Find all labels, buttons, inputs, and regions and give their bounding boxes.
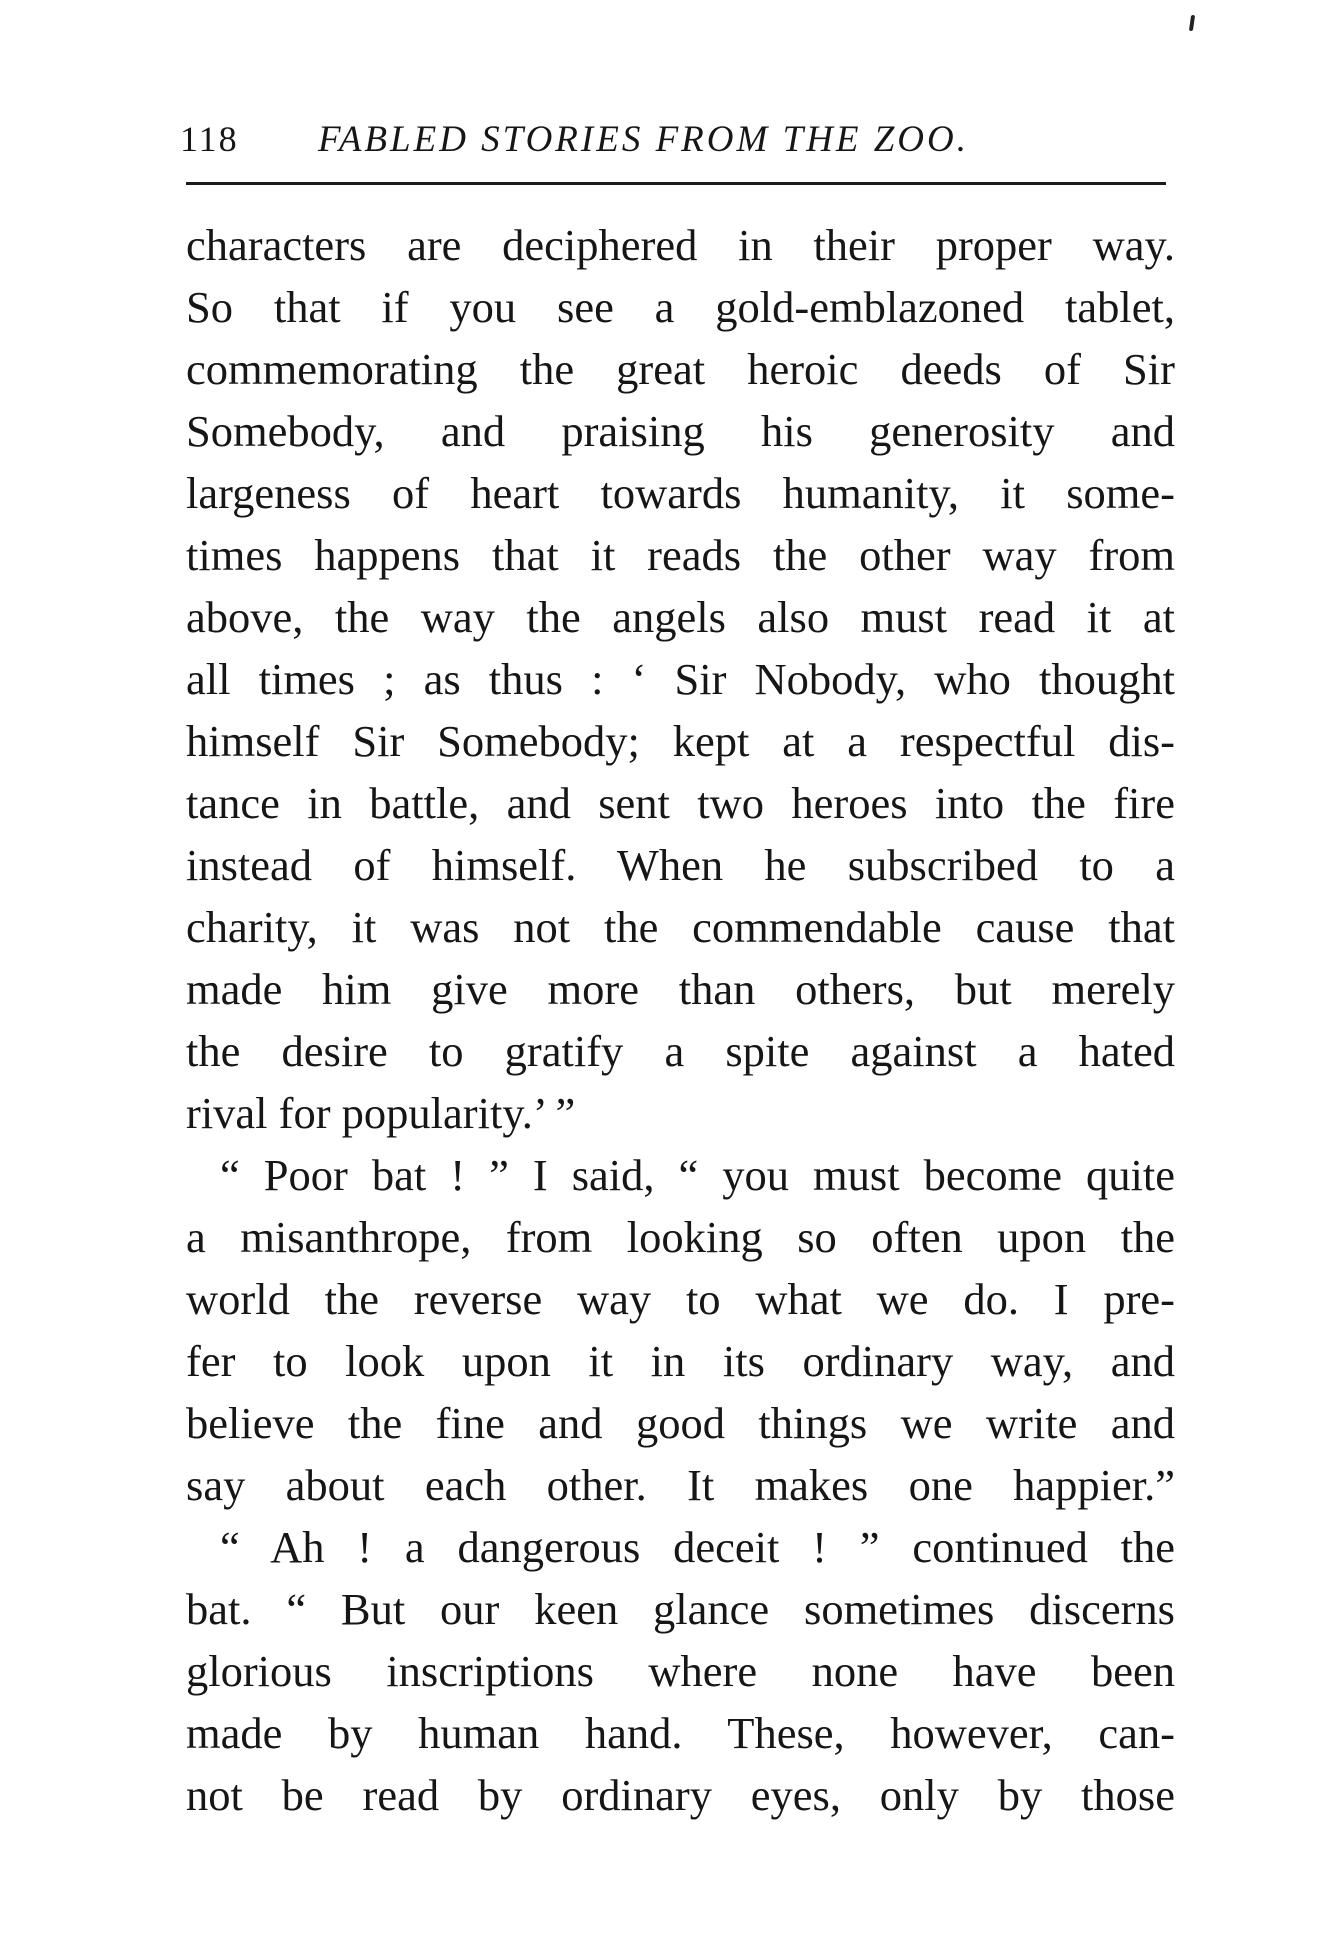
body-text	[186, 214, 1175, 1826]
text-line: “ Poor bat ! ” I said, “ you must become quite	[220, 1150, 1175, 1200]
corner-ink-mark	[1189, 15, 1195, 31]
text-line: all times ; as thus : ‘ Sir Nobody, who thought	[186, 654, 1175, 704]
text-line: say about each other. It makes one happier.”	[186, 1460, 1175, 1510]
text-line: rival for popularity.’ ”	[186, 1088, 576, 1138]
text-line: himself Sir Somebody; kept at a respectful dis-	[186, 716, 1175, 766]
text-line: tance in battle, and sent two heroes into the fire	[186, 778, 1175, 828]
text-line: world the reverse way to what we do. I pre-	[186, 1274, 1175, 1324]
text-line: “ Ah ! a dangerous deceit ! ” continued the	[220, 1522, 1175, 1572]
header-rule	[186, 182, 1166, 185]
running-title: FABLED STORIES FROM THE ZOO.	[318, 119, 969, 160]
text-line: believe the fine and good things we write and	[186, 1398, 1175, 1448]
text-line: a misanthrope, from looking so often upon the	[186, 1212, 1175, 1262]
text-line: made him give more than others, but merely	[186, 964, 1175, 1014]
running-head	[180, 108, 1165, 168]
page-number: 118	[180, 119, 239, 159]
text-line: fer to look upon it in its ordinary way, and	[186, 1336, 1175, 1386]
text-line: made by human hand. These, however, can-	[186, 1708, 1175, 1758]
text-line: times happens that it reads the other way from	[186, 530, 1175, 580]
text-line: largeness of heart towards humanity, it some-	[186, 468, 1175, 518]
text-line: above, the way the angels also must read it at	[186, 592, 1175, 642]
text-line: glorious inscriptions where none have been	[186, 1646, 1175, 1696]
text-line: not be read by ordinary eyes, only by those	[186, 1770, 1175, 1820]
text-line: instead of himself. When he subscribed to a	[186, 840, 1175, 890]
text-line: characters are deciphered in their proper way.	[186, 220, 1175, 270]
text-line: So that if you see a gold-emblazoned tablet,	[186, 282, 1175, 332]
text-line: commemorating the great heroic deeds of Sir	[186, 344, 1175, 394]
text-line: the desire to gratify a spite against a hated	[186, 1026, 1175, 1076]
text-line: Somebody, and praising his generosity and	[186, 406, 1175, 456]
text-line: charity, it was not the commendable cause that	[186, 902, 1175, 952]
text-line: bat. “ But our keen glance sometimes discerns	[186, 1584, 1175, 1634]
